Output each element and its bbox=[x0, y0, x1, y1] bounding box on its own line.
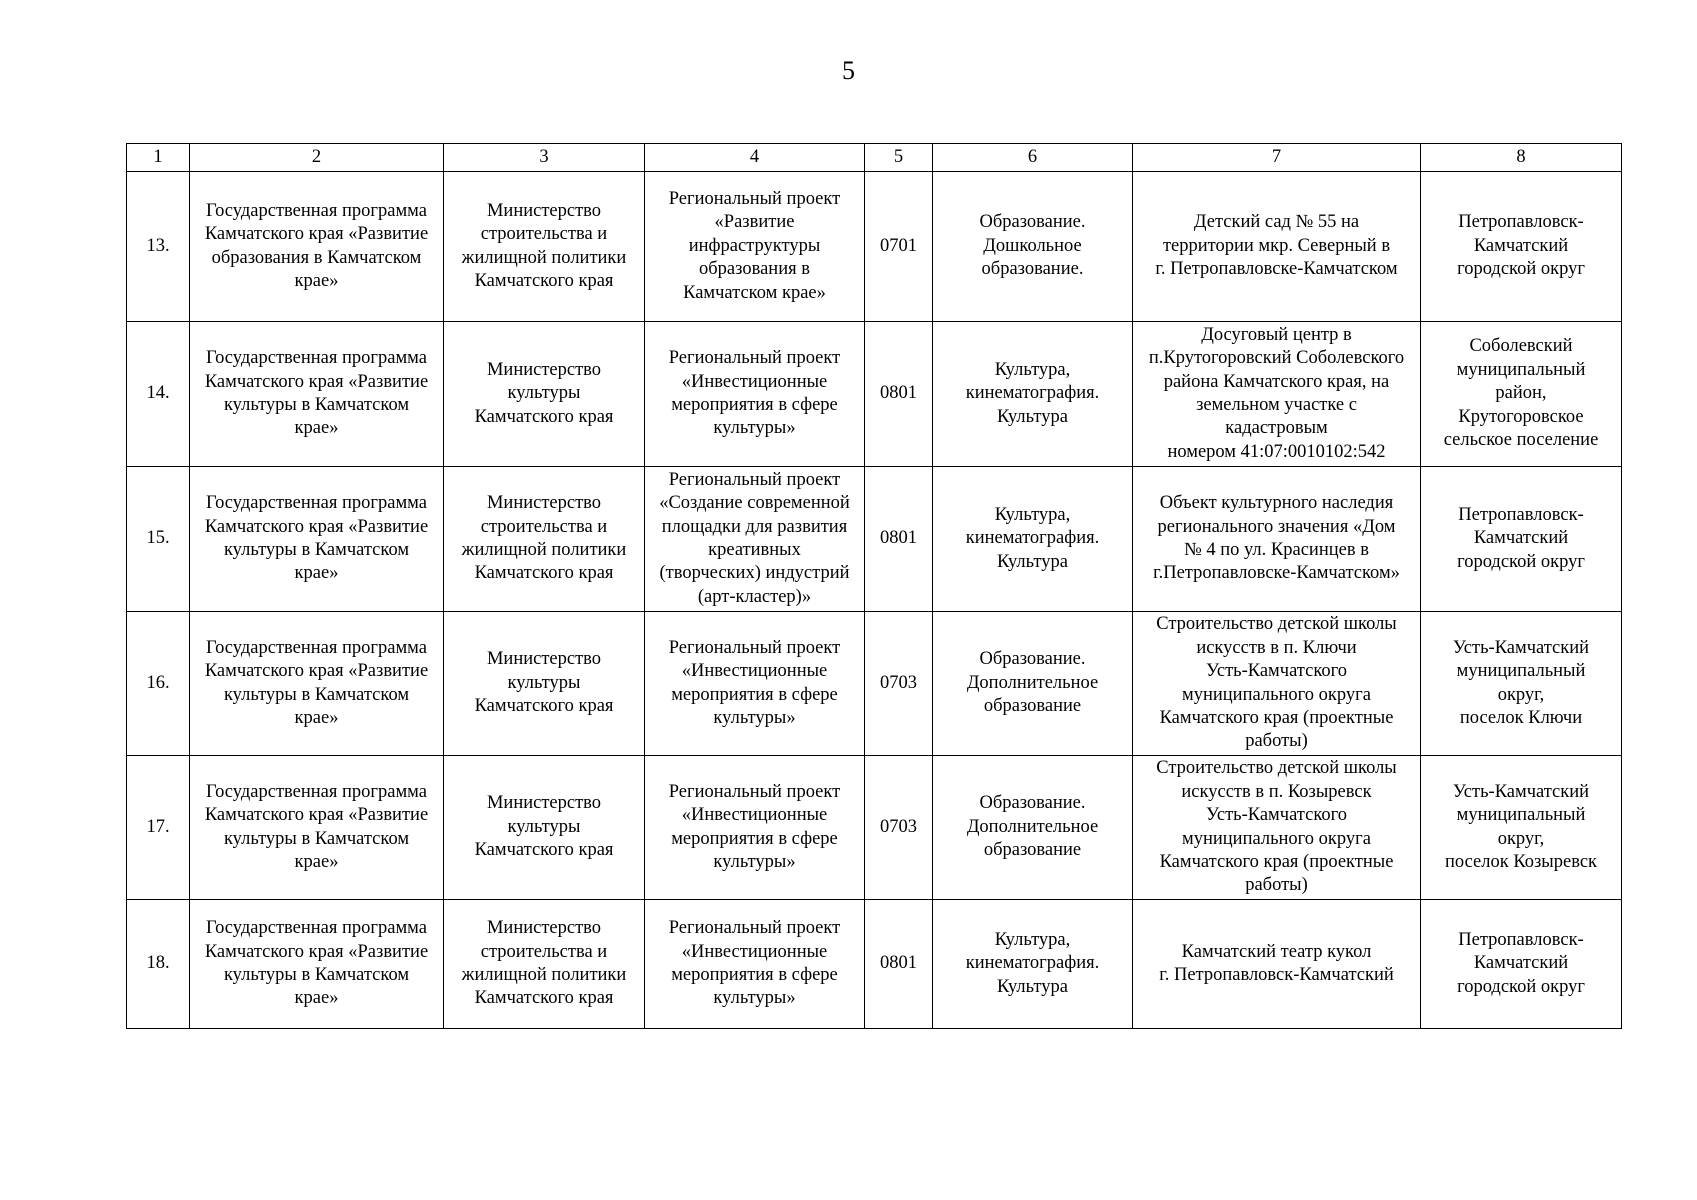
project-cell: Региональный проект «Инвестиционные мероприятия в сфере культуры» bbox=[645, 900, 865, 1029]
object-cell: Строительство детской школы искусств в п. Козыревск Усть-Камчатского муниципального округа Камчатского края (проектные работы) bbox=[1133, 756, 1421, 900]
municipality-cell: Петропавловск- Камчатский городской округ bbox=[1421, 467, 1622, 612]
objects-table bbox=[126, 143, 1622, 1029]
column-header-7: 7 bbox=[1133, 144, 1421, 172]
ministry-cell: Министерство культуры Камчатского края bbox=[444, 322, 645, 467]
column-header-8: 8 bbox=[1421, 144, 1622, 172]
object-cell: Строительство детской школы искусств в п. Ключи Усть-Камчатского муниципального округа Камчатского края (проектные работы) bbox=[1133, 612, 1421, 756]
ministry-cell: Министерство культуры Камчатского края bbox=[444, 612, 645, 756]
object-cell: Объект культурного наследия регионального значения «Дом № 4 по ул. Красинцев в г.Петропавловске-Камчатском» bbox=[1133, 467, 1421, 612]
code-cell: 0801 bbox=[865, 900, 933, 1029]
section-cell: Образование. Дополнительное образование bbox=[933, 756, 1133, 900]
header-row bbox=[127, 144, 1622, 172]
table-row bbox=[127, 322, 1622, 467]
ministry-cell: Министерство строительства и жилищной политики Камчатского края bbox=[444, 172, 645, 322]
project-cell: Региональный проект «Инвестиционные мероприятия в сфере культуры» bbox=[645, 756, 865, 900]
project-cell: Региональный проект «Создание современной площадки для развития креативных (творческих) индустрий (арт-кластер)» bbox=[645, 467, 865, 612]
row-number-cell: 15. bbox=[127, 467, 190, 612]
code-cell: 0801 bbox=[865, 322, 933, 467]
program-cell: Государственная программа Камчатского края «Развитие образования в Камчатском крае» bbox=[190, 172, 444, 322]
ministry-cell: Министерство строительства и жилищной политики Камчатского края bbox=[444, 900, 645, 1029]
program-cell: Государственная программа Камчатского края «Развитие культуры в Камчатском крае» bbox=[190, 467, 444, 612]
table-row bbox=[127, 756, 1622, 900]
program-cell: Государственная программа Камчатского края «Развитие культуры в Камчатском крае» bbox=[190, 322, 444, 467]
program-cell: Государственная программа Камчатского края «Развитие культуры в Камчатском крае» bbox=[190, 756, 444, 900]
object-cell: Детский сад № 55 на территории мкр. Северный в г. Петропавловске-Камчатском bbox=[1133, 172, 1421, 322]
row-number-cell: 13. bbox=[127, 172, 190, 322]
code-cell: 0801 bbox=[865, 467, 933, 612]
project-cell: Региональный проект «Развитие инфраструктуры образования в Камчатском крае» bbox=[645, 172, 865, 322]
column-header-1: 1 bbox=[127, 144, 190, 172]
page-number: 5 bbox=[842, 56, 855, 85]
column-header-3: 3 bbox=[444, 144, 645, 172]
table-row bbox=[127, 612, 1622, 756]
section-cell: Культура, кинематография. Культура bbox=[933, 900, 1133, 1029]
municipality-cell: Усть-Камчатский муниципальный округ, поселок Козыревск bbox=[1421, 756, 1622, 900]
code-cell: 0703 bbox=[865, 612, 933, 756]
column-header-5: 5 bbox=[865, 144, 933, 172]
municipality-cell: Соболевский муниципальный район, Крутогоровское сельское поселение bbox=[1421, 322, 1622, 467]
project-cell: Региональный проект «Инвестиционные мероприятия в сфере культуры» bbox=[645, 322, 865, 467]
ministry-cell: Министерство строительства и жилищной политики Камчатского края bbox=[444, 467, 645, 612]
object-cell: Камчатский театр кукол г. Петропавловск-Камчатский bbox=[1133, 900, 1421, 1029]
section-cell: Образование. Дополнительное образование bbox=[933, 612, 1133, 756]
section-cell: Культура, кинематография. Культура bbox=[933, 467, 1133, 612]
section-cell: Культура, кинематография. Культура bbox=[933, 322, 1133, 467]
row-number-cell: 18. bbox=[127, 900, 190, 1029]
municipality-cell: Петропавловск- Камчатский городской округ bbox=[1421, 172, 1622, 322]
municipality-cell: Петропавловск- Камчатский городской округ bbox=[1421, 900, 1622, 1029]
column-header-4: 4 bbox=[645, 144, 865, 172]
table-row bbox=[127, 900, 1622, 1029]
program-cell: Государственная программа Камчатского края «Развитие культуры в Камчатском крае» bbox=[190, 612, 444, 756]
municipality-cell: Усть-Камчатский муниципальный округ, поселок Ключи bbox=[1421, 612, 1622, 756]
section-cell: Образование. Дошкольное образование. bbox=[933, 172, 1133, 322]
object-cell: Досуговый центр в п.Крутогоровский Соболевского района Камчатского края, на земельном участке с кадастровым номером 41:07:0010102:542 bbox=[1133, 322, 1421, 467]
ministry-cell: Министерство культуры Камчатского края bbox=[444, 756, 645, 900]
code-cell: 0701 bbox=[865, 172, 933, 322]
program-cell: Государственная программа Камчатского края «Развитие культуры в Камчатском крае» bbox=[190, 900, 444, 1029]
project-cell: Региональный проект «Инвестиционные мероприятия в сфере культуры» bbox=[645, 612, 865, 756]
column-header-2: 2 bbox=[190, 144, 444, 172]
row-number-cell: 14. bbox=[127, 322, 190, 467]
row-number-cell: 17. bbox=[127, 756, 190, 900]
column-header-6: 6 bbox=[933, 144, 1133, 172]
row-number-cell: 16. bbox=[127, 612, 190, 756]
table-row bbox=[127, 467, 1622, 612]
code-cell: 0703 bbox=[865, 756, 933, 900]
table-row bbox=[127, 172, 1622, 322]
